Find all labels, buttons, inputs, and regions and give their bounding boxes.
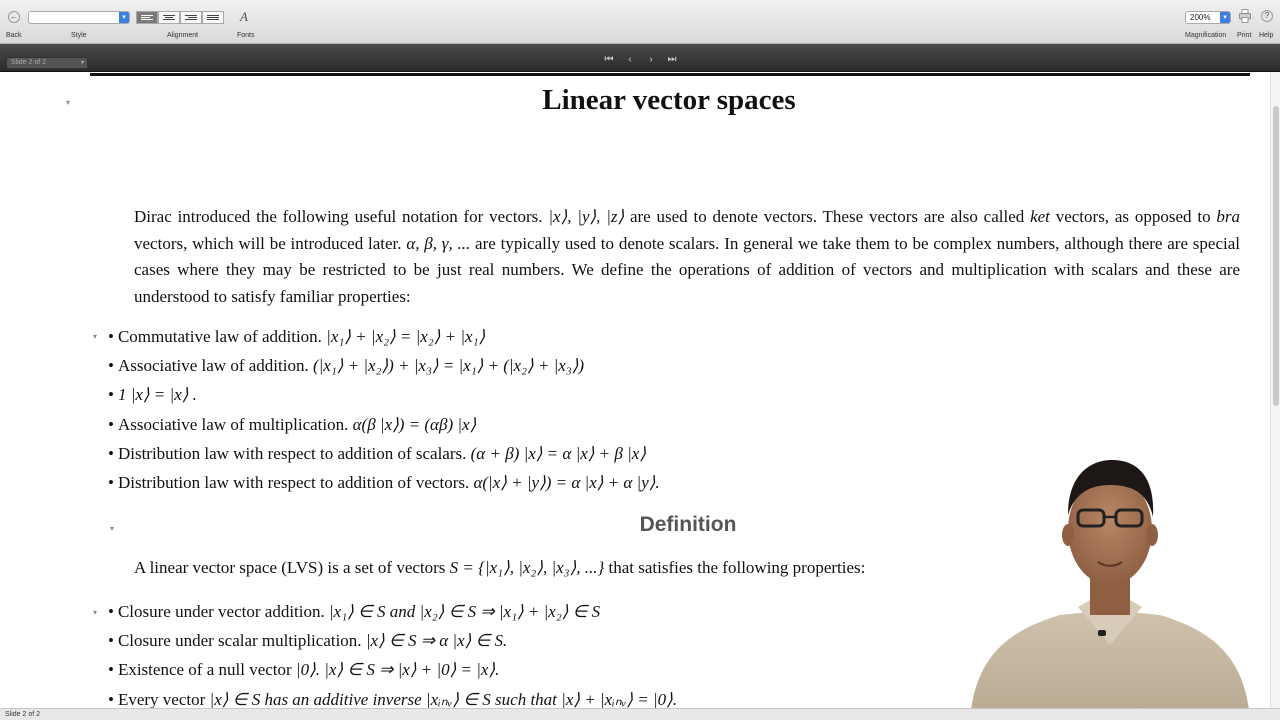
align-left-button[interactable] — [136, 11, 158, 24]
bullet-icon: • — [108, 385, 114, 405]
help-icon[interactable]: ? — [1261, 10, 1273, 22]
magnification-label: Magnification — [1185, 32, 1227, 39]
alignment-group — [136, 11, 224, 24]
status-bar — [0, 708, 1280, 720]
back-label: Back — [6, 32, 22, 39]
bullet-icon: • — [108, 660, 114, 680]
list-item: • Closure under scalar multiplication. |x⟩ ∈ S ⇒ α |x⟩ ∈ S. — [108, 631, 508, 651]
magnification-value: 200% — [1190, 13, 1211, 22]
scalar-notation: α, β, γ, ... — [406, 233, 471, 253]
top-toolbar — [0, 0, 1280, 44]
slide-title: Linear vector spaces — [542, 84, 796, 116]
bullet-icon: • — [108, 356, 114, 376]
print-label: Print — [1237, 32, 1252, 39]
chevron-down-icon: ▾ — [1220, 12, 1230, 23]
list-item: • Associative law of addition. (|x₁⟩ + |x₂⟩) + |x₃⟩ = |x₁⟩ + (|x₂⟩ + |x₃⟩) — [108, 356, 585, 376]
chevron-down-icon: ▾ — [80, 60, 84, 66]
first-slide-icon[interactable]: ⏮ — [604, 54, 614, 65]
align-center-button[interactable] — [158, 11, 180, 24]
previous-slide-icon[interactable]: ‹ — [628, 54, 632, 65]
fonts-label: Fonts — [237, 32, 255, 39]
list-item: • Every vector |x⟩ ∈ S has an additive inverse |xᵢₙᵥ⟩ ∈ S such that |x⟩ + |xᵢₙᵥ⟩ = |0⟩. — [108, 689, 678, 708]
collapse-icon[interactable]: ▾ — [110, 524, 115, 533]
style-select[interactable] — [28, 11, 130, 24]
bullet-icon: • — [108, 473, 114, 493]
list-item: • Distribution law with respect to addition of vectors. α(|x⟩ + |y⟩) = α |x⟩ + α |y⟩. — [108, 473, 660, 493]
list-item: • 1 |x⟩ = |x⟩ . — [108, 385, 197, 405]
lvs-definition: A linear vector space (LVS) is a set of vectors S = {|x₁⟩, |x₂⟩, |x₃⟩, ...} that satisfies the following properties: — [134, 558, 866, 577]
scrollbar-thumb[interactable] — [1273, 106, 1279, 406]
style-label: Style — [71, 32, 87, 39]
list-item: • Closure under vector addition. |x₁⟩ ∈ S and |x₂⟩ ∈ S ⇒ |x₁⟩ + |x₂⟩ ∈ S — [108, 602, 601, 621]
vertical-scrollbar[interactable] — [1270, 72, 1280, 708]
printer-icon[interactable] — [1239, 9, 1251, 23]
alignment-label: Alignment — [167, 32, 199, 39]
bullet-icon: • — [108, 414, 114, 434]
slide-navigation-bar — [0, 44, 1280, 72]
ket-notation: |x⟩, |y⟩, |z⟩ — [548, 207, 625, 226]
divider — [90, 73, 1250, 76]
help-label: Help — [1259, 32, 1274, 39]
bullet-icon: • — [108, 602, 114, 621]
bullet-icon: • — [108, 689, 114, 708]
presenter-video — [960, 455, 1260, 720]
slide-select-value: Slide 2 of 2 — [11, 59, 47, 66]
intro-paragraph: Dirac introduced the following useful notation for vectors. |x⟩, |y⟩, |z⟩ are used to denote vectors. These vectors are also called ket vectors, as opposed to bra vectors, which will be introduced later. α, β, γ, ... are typically used to denote scalars. In general we take them to be complex numbers, although there are special cases where they may be restricted to be just real numbers. We define the operations of addition of vectors and multiplication with scalars and these are understood to satisfy familiar properties: — [134, 207, 1241, 306]
align-justify-button[interactable] — [202, 11, 224, 24]
collapse-icon[interactable]: ▾ — [66, 98, 71, 107]
list-item: • Associative law of multiplication. α(β |x⟩) = (αβ) |x⟩ — [108, 414, 477, 434]
list-item: • Distribution law with respect to addition of scalars. (α + β) |x⟩ = α |x⟩ + β |x⟩ — [108, 443, 646, 463]
bullet-icon: • — [108, 631, 114, 651]
collapse-icon[interactable]: ▾ — [93, 332, 98, 341]
last-slide-icon[interactable]: ⏭ — [667, 54, 677, 65]
definition-heading: Definition — [639, 513, 737, 536]
fonts-icon[interactable]: A — [240, 9, 248, 24]
list-item: • Existence of a null vector |0⟩. |x⟩ ∈ S ⇒ |x⟩ + |0⟩ = |x⟩. — [108, 660, 500, 680]
chevron-down-icon: ▾ — [119, 12, 129, 23]
next-slide-icon[interactable]: › — [649, 54, 653, 65]
align-right-button[interactable] — [180, 11, 202, 24]
collapse-icon[interactable]: ▾ — [93, 608, 98, 617]
slide-select[interactable] — [6, 57, 88, 69]
list-item: • Commutative law of addition. |x₁⟩ + |x₂⟩ = |x₂⟩ + |x₁⟩ — [108, 327, 486, 346]
lvs-properties-list — [108, 597, 677, 708]
bullet-icon: • — [108, 327, 114, 346]
status-text: Slide 2 of 2 — [5, 711, 41, 718]
magnification-select[interactable] — [1185, 11, 1231, 24]
vector-properties-list — [108, 322, 660, 497]
back-icon[interactable]: ← — [10, 12, 18, 21]
bullet-icon: • — [108, 443, 114, 463]
